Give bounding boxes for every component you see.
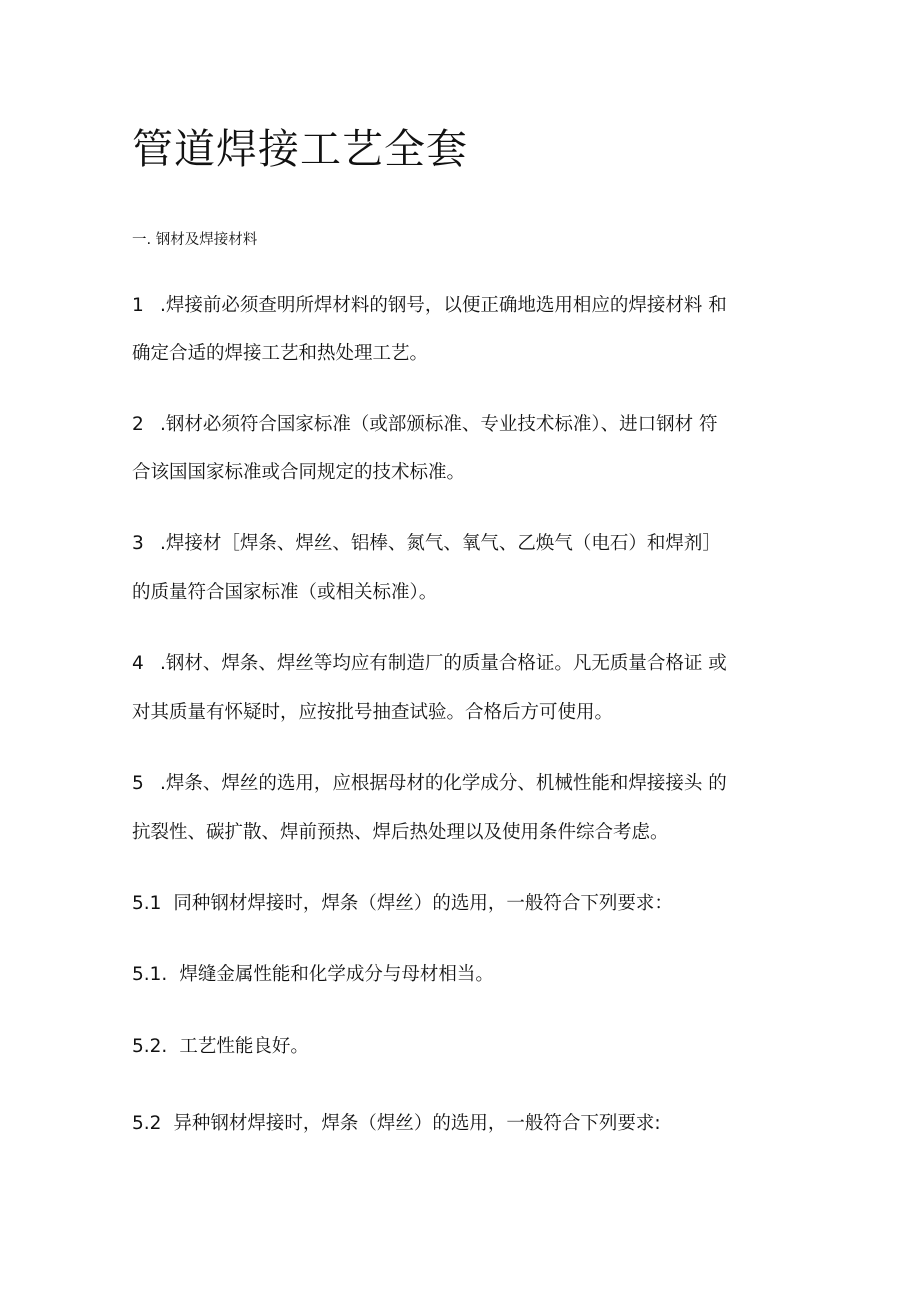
item-3-text-1: .焊接材［焊条、焊丝、铝棒、氮气、氧气、乙焕气（电石）和焊剂］ <box>160 533 721 554</box>
subitem-5-1-2-text: 工艺性能良好。 <box>179 1036 309 1057</box>
item-3-line-1 <box>132 531 721 557</box>
subitem-5-1 <box>132 891 673 917</box>
item-1-text-1: .焊接前必须查明所焊材料的钢号，以便正确地选用相应的焊接材料 和 <box>160 295 727 316</box>
item-4-line-2: 对其质量有怀疑时，应按批号抽查试验。合格后方可使用。 <box>132 702 614 723</box>
subitem-5-1-2 <box>132 1034 309 1060</box>
subitem-5-2-number: 5.2 <box>132 1113 162 1134</box>
item-5-number: 5 <box>132 773 144 794</box>
subitem-5-1-1 <box>132 962 494 988</box>
item-4-number: 4 <box>132 653 144 674</box>
subitem-5-2 <box>132 1111 661 1137</box>
item-2-line-1 <box>132 412 718 438</box>
item-3-number: 3 <box>132 533 144 554</box>
item-5-line-2: 抗裂性、碳扩散、焊前预热、焊后热处理以及使用条件综合考虑。 <box>132 822 669 843</box>
item-3-line-2: 的质量符合国家标准（或相关标准）。 <box>132 582 438 603</box>
document-title: 管道焊接工艺全套 <box>132 125 468 173</box>
subitem-5-1-text: 同种钢材焊接时，焊条（焊丝）的选用，一般符合下列要求： <box>173 893 673 914</box>
item-5-text-1: .焊条、焊丝的选用，应根据母材的化学成分、机械性能和焊接接头 的 <box>160 773 727 794</box>
item-2-line-2: 合该国国家标准或合同规定的技术标准。 <box>132 462 466 483</box>
item-1-line-1 <box>132 293 727 319</box>
item-1-line-2: 确定合适的焊接工艺和热处理工艺。 <box>132 343 429 364</box>
section-heading: 一. 钢材及焊接材料 <box>132 232 258 248</box>
subitem-5-1-1-text: 焊缝金属性能和化学成分与母材相当。 <box>179 964 494 985</box>
subitem-5-1-number: 5.1 <box>132 893 162 914</box>
subitem-5-2-text: 异种钢材焊接时，焊条（焊丝）的选用，一般符合下列要求: <box>173 1113 661 1134</box>
subitem-5-1-2-number: 5.2. <box>132 1036 168 1057</box>
item-2-text-1: .钢材必须符合国家标准（或部颁标准、专业技术标准）、进口钢材 符 <box>160 414 718 435</box>
item-2-number: 2 <box>132 414 144 435</box>
item-4-text-1: .钢材、焊条、焊丝等均应有制造厂的质量合格证。凡无质量合格证 或 <box>160 653 727 674</box>
item-1-number: 1 <box>132 295 144 316</box>
subitem-5-1-1-number: 5.1. <box>132 964 168 985</box>
item-4-line-1 <box>132 651 727 677</box>
item-5-line-1 <box>132 771 727 797</box>
